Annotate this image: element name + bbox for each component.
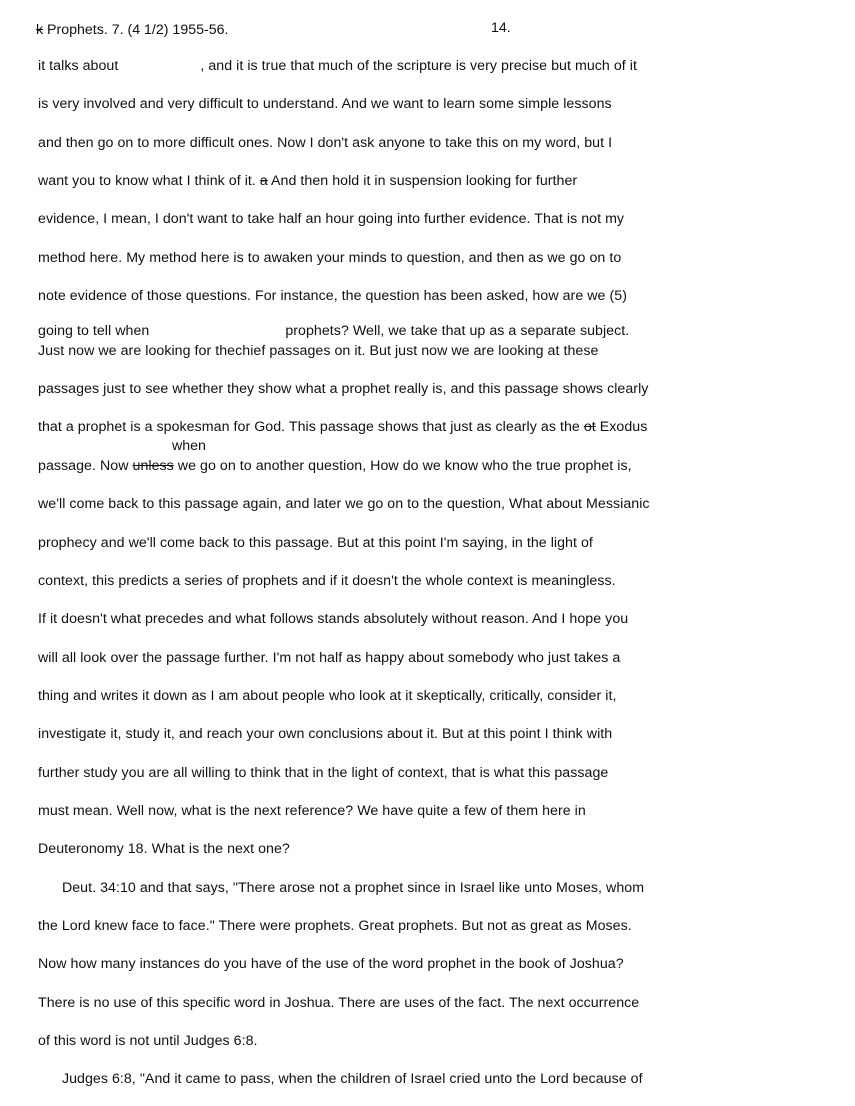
text-line: it talks about , and it is true that much of the scripture is very precise but much of it bbox=[38, 58, 637, 74]
text-line: going to tell when prophets? Well, we take that up as a separate subject. bbox=[38, 323, 630, 339]
text-line: investigate it, study it, and reach your own conclusions about it. But at this point I think with bbox=[38, 726, 613, 742]
text-line: If it doesn't what precedes and what follows stands absolutely without reason. And I hope you bbox=[38, 611, 629, 627]
text-line: method here. My method here is to awaken your minds to question, and then as we go on to bbox=[38, 250, 622, 266]
text-line: we'll come back to this passage again, and later we go on to the question, What about Messianic bbox=[38, 496, 650, 512]
text-line: must mean. Well now, what is the next reference? We have quite a few of them here in bbox=[38, 803, 586, 819]
struck-text: a bbox=[259, 173, 268, 189]
text-line: and then go on to more difficult ones. Now I don't ask anyone to take this on my word, but I bbox=[38, 135, 613, 151]
text-line: context, this predicts a series of prophets and if it doesn't the whole context is meaningless. bbox=[38, 573, 616, 589]
text-line: the Lord knew face to face." There were prophets. Great prophets. But not as great as Moses. bbox=[38, 918, 632, 934]
text-line: There is no use of this specific word in Joshua. There are uses of the fact. The next occurrence bbox=[38, 995, 640, 1011]
text-line: Just now we are looking for thechief passages on it. But just now we are looking at these bbox=[38, 343, 599, 359]
struck-text: unless bbox=[132, 458, 174, 474]
struck-mark: k bbox=[36, 22, 44, 38]
page-number: 14. bbox=[491, 20, 511, 36]
page-header bbox=[36, 22, 228, 38]
text-line: that a prophet is a spokesman for God. This passage shows that just as clearly as the ot Exodus bbox=[38, 419, 648, 435]
text-line: further study you are all willing to think that in the light of context, that is what this passage bbox=[38, 765, 609, 781]
text-line: Now how many instances do you have of the use of the word prophet in the book of Joshua? bbox=[38, 956, 624, 972]
interlinear-insertion: when bbox=[172, 438, 206, 454]
text-line: prophecy and we'll come back to this passage. But at this point I'm saying, in the light of bbox=[38, 535, 593, 551]
text-line: passages just to see whether they show what a prophet really is, and this passage shows clearly bbox=[38, 381, 649, 397]
text-line: Deuteronomy 18. What is the next one? bbox=[38, 841, 290, 857]
text-line: will all look over the passage further. I'm not half as happy about somebody who just takes a bbox=[38, 650, 621, 666]
text-line: of this word is not until Judges 6:8. bbox=[38, 1033, 258, 1049]
header-title: Prophets. 7. (4 1/2) 1955-56. bbox=[43, 22, 229, 38]
text-line: thing and writes it down as I am about people who look at it skeptically, critically, consider it, bbox=[38, 688, 617, 704]
struck-text: ot bbox=[583, 419, 596, 435]
text-line: Deut. 34:10 and that says, "There arose not a prophet since in Israel like unto Moses, whom bbox=[38, 880, 645, 896]
text-line: is very involved and very difficult to understand. And we want to learn some simple lessons bbox=[38, 96, 612, 112]
text-line: note evidence of those questions. For instance, the question has been asked, how are we (5) bbox=[38, 288, 627, 304]
text-line: want you to know what I think of it. a And then hold it in suspension looking for further bbox=[38, 173, 578, 189]
text-line: passage. Now unless we go on to another question, How do we know who the true prophet is, bbox=[38, 458, 632, 474]
text-line: evidence, I mean, I don't want to take half an hour going into further evidence. That is not my bbox=[38, 211, 625, 227]
text-line: Judges 6:8, "And it came to pass, when the children of Israel cried unto the Lord because of bbox=[38, 1071, 643, 1087]
